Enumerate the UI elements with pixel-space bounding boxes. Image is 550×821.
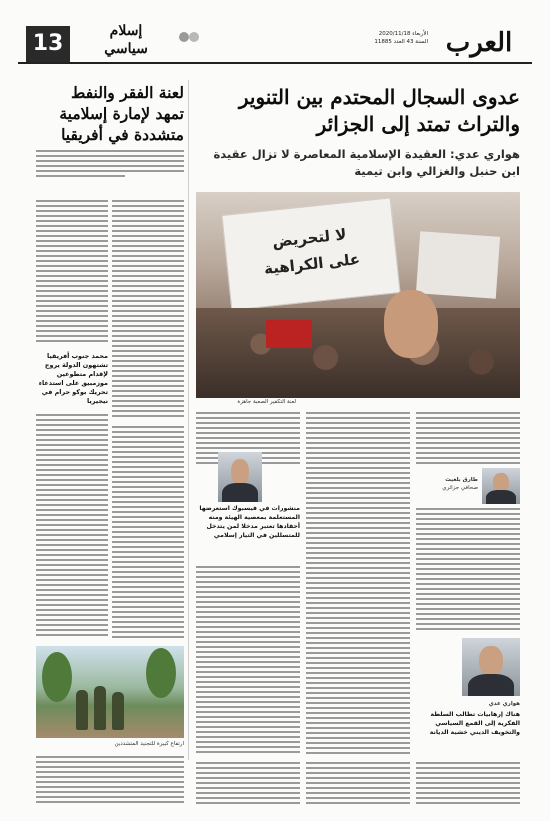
main-photo-caption: لعنة التكفير الصعبة جاهزة — [237, 399, 296, 405]
main-subheadline-line1: هواري عدي: العقيدة الإسلامية المعاصرة لا تزال عقيدة — [213, 147, 520, 161]
main-column-1 — [196, 566, 300, 756]
author1-name: طارق بلغيث — [445, 477, 478, 483]
side-box-head: محمد جنوب أفريقيا تشتهون الدولة يروج لإقدام متطوعين موزمبيق على استدعاء تحريك بوكو حرام في نيجيريا — [38, 352, 108, 405]
main-headline-line2: والتراث تمتد إلى الجزائر — [316, 112, 520, 136]
side-column-bottom — [36, 756, 184, 806]
quote-box-2: هناك إرهابيات تطالب السلطة الفكرية إلى القمع السياسي والتخويف الديني خشية الديانة — [429, 711, 520, 736]
main-subheadline — [190, 146, 520, 180]
main-column-3 — [416, 508, 520, 636]
main-photo — [196, 192, 520, 398]
issue-info — [354, 30, 428, 56]
main-column-3-top — [416, 412, 520, 470]
quote-box-1: منشورات في فيسبوك استعرضها المستعلمة بمعصية الهيئة ومنه أحقادها تعتبر مدخلا لمن يتدخل للمتسللين في التيار إسلامي — [199, 505, 300, 539]
protest-sign-line2: على الكراهية — [263, 249, 361, 278]
author1-photo — [482, 468, 520, 504]
author2-name: هواري عدي — [488, 701, 520, 707]
side-headline-line2: تمهد لإمارة إسلامية — [59, 104, 184, 123]
protester-face — [384, 290, 438, 358]
section-title-line1: إسلام — [109, 23, 143, 39]
protest-sign — [221, 197, 400, 310]
protest-sign-small — [416, 231, 500, 298]
soldier-figure — [112, 692, 124, 730]
main-column-2-bottom — [306, 762, 410, 806]
main-column-3-bottom — [416, 762, 520, 806]
main-subheadline-line2: ابن حنبل والغزالي وابن تيمية — [354, 164, 520, 178]
side-headline — [36, 82, 184, 145]
section-title-line2: سياسي — [104, 41, 148, 57]
header-rule — [18, 62, 532, 64]
main-headline-line1: عدوى السجال المحتدم بين التنوير — [238, 85, 520, 109]
side-photo — [36, 646, 184, 738]
soldier-figure — [76, 690, 88, 730]
author1-role: صحافي جزائري — [442, 485, 478, 491]
side-headline-line1: لعنة الفقر والنفط — [71, 83, 184, 102]
side-column-4 — [112, 426, 184, 640]
protest-sign-line1: لا لتحريض — [271, 225, 348, 251]
masthead-logo: العرب — [445, 28, 513, 58]
issue-date: الأربعاء 2020/11/18 — [378, 31, 428, 37]
flag — [266, 320, 312, 348]
main-column-2 — [306, 412, 410, 756]
side-headline-line3: متشددة في أفريقيا — [61, 125, 184, 144]
tree — [42, 652, 72, 702]
quote-icon — [178, 30, 200, 44]
main-column-1-bottom — [196, 762, 300, 806]
tree — [146, 648, 176, 698]
side-column-2 — [36, 200, 108, 348]
side-lead-text — [36, 150, 184, 194]
author2-photo — [462, 638, 520, 696]
author-photo — [218, 452, 262, 502]
side-column-3 — [36, 414, 108, 640]
side-photo-caption: ارتفاع كبيرة للتجنيد المتشددين — [114, 741, 184, 747]
main-headline — [190, 84, 520, 138]
soldier-figure — [94, 686, 106, 730]
page-number: 13 — [26, 26, 70, 62]
section-title — [74, 22, 178, 62]
crowd — [196, 308, 520, 398]
column-divider — [188, 80, 189, 760]
issue-number: السنة 43 العدد 11885 — [374, 39, 428, 45]
side-column-1 — [112, 200, 184, 422]
